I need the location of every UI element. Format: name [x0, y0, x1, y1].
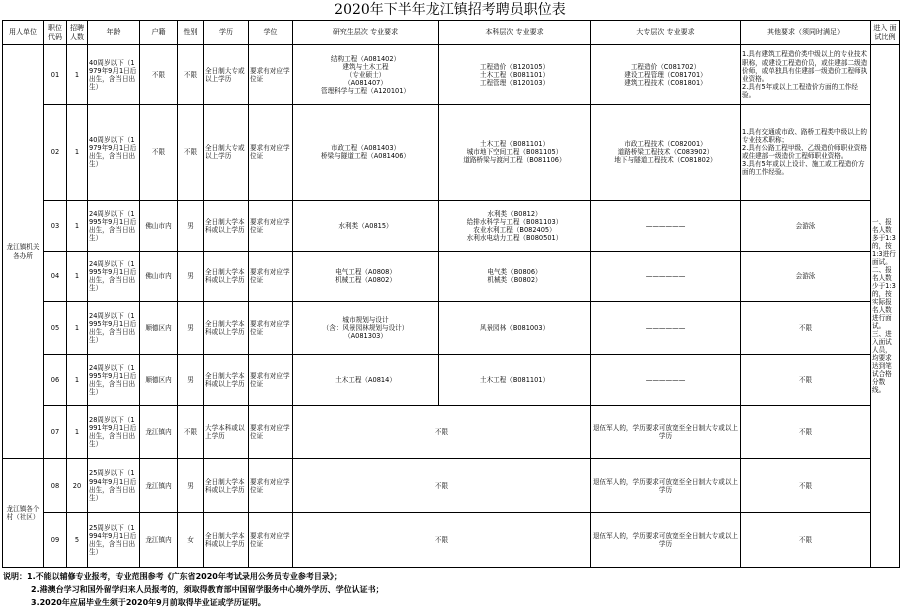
- undergrad-cell: 土木工程（B081101） 城市地下空间工程（B081105） 道路桥梁与渡河工程（B081106）: [439, 104, 591, 200]
- table-row: [3, 251, 900, 302]
- major-merged-cell: 不限: [293, 513, 591, 568]
- postgrad-cell: 电气工程（A0808） 机械工程（A0802）: [293, 251, 439, 302]
- table-row: [3, 458, 900, 513]
- code-cell: 05: [44, 302, 67, 355]
- header-count: 招聘 人数: [67, 21, 88, 45]
- header-ratio: 进入 面试比例: [871, 21, 900, 45]
- gender-cell: 不限: [178, 406, 204, 459]
- hukou-cell: 龙江镇内: [140, 458, 178, 513]
- major-merged-cell: 不限: [293, 406, 591, 459]
- table-row: [3, 104, 900, 200]
- undergrad-cell: 电气类（B0806） 机械类（B0802）: [439, 251, 591, 302]
- other-cell: 会游泳: [741, 200, 871, 251]
- gender-cell: 男: [178, 302, 204, 355]
- other-cell: 不限: [741, 458, 871, 513]
- code-cell: 08: [44, 458, 67, 513]
- postgrad-cell: 结构工程（A081402） 建筑与土木工程 （专业硕士） （A081407） 管理科学与工程（A120101）: [293, 45, 439, 105]
- code-cell: 04: [44, 251, 67, 302]
- gender-cell: 不限: [178, 45, 204, 105]
- undergrad-cell: 风景园林（B081003）: [439, 302, 591, 355]
- header-other: 其他要求（须同时满足）: [741, 21, 871, 45]
- other-cell: 1.具有建筑工程造价类中级以上的专业技术职称，或建设工程造价员，或住建部二级造价师，或单独具有住建部一级造价工程师执业资格。 2.具有5年或以上工程造价方面的工作经验。: [741, 45, 871, 105]
- age-cell: 24周岁以下（1995年9月1日后出生，含当日出生）: [88, 354, 140, 406]
- age-cell: 25周岁以下（1994年9月1日后出生，含当日出生）: [88, 458, 140, 513]
- notes-lead: 说明：: [3, 572, 27, 581]
- college-cell: 退伍军人的，学历要求可放宽至全日制大专或以上学历: [591, 458, 741, 513]
- table-row: [3, 302, 900, 355]
- ratio-cell: 一、报名人数多于1:3的，按1:3进行面试。 二、报名人数少于1:3的，按实际报名人数进行面试。 三、进入面试人员，均要求达到笔试合格分数线。: [871, 45, 900, 568]
- hukou-cell: 顺德区内: [140, 354, 178, 406]
- unit-cell: 龙江镇机关各办所: [3, 45, 44, 458]
- age-cell: 25周岁以下（1994年9月1日后出生，含当日出生）: [88, 513, 140, 568]
- code-cell: 06: [44, 354, 67, 406]
- degree-cell: 要求有对应学位证: [249, 354, 293, 406]
- count-cell: 1: [67, 406, 88, 459]
- header-education: 学历: [204, 21, 249, 45]
- college-cell: 工程造价（C081702） 建设工程管理（C081701） 建筑工程技术（C081801）: [591, 45, 741, 105]
- count-cell: 1: [67, 45, 88, 105]
- degree-cell: 要求有对应学位证: [249, 406, 293, 459]
- degree-cell: 要求有对应学位证: [249, 302, 293, 355]
- page-title: 2020年下半年龙江镇招考聘员职位表: [334, 2, 566, 18]
- education-cell: 大学本科或以上学历: [204, 406, 249, 459]
- table-row: [3, 200, 900, 251]
- education-cell: 全日制大专或以上学历: [204, 45, 249, 105]
- table-row: [3, 45, 900, 105]
- unit-cell: 龙江镇各个村（社区）: [3, 458, 44, 567]
- count-cell: 20: [67, 458, 88, 513]
- hukou-cell: 佛山市内: [140, 200, 178, 251]
- age-cell: 40周岁以下（1979年9月1日后出生，含当日出生）: [88, 104, 140, 200]
- count-cell: 5: [67, 513, 88, 568]
- undergrad-cell: 工程造价（B120105） 土木工程（B081101） 工程管理（B120103）: [439, 45, 591, 105]
- college-cell: ——————: [591, 354, 741, 406]
- count-cell: 1: [67, 354, 88, 406]
- college-cell: 退伍军人的，学历要求可放宽至全日制大专或以上学历: [591, 406, 741, 459]
- note-2: 2.港澳台学习和国外留学归来人员报考的，须取得教育部中国留学服务中心境外学历、学位认证书；: [31, 585, 384, 594]
- age-cell: 24周岁以下（1995年9月1日后出生，含当日出生）: [88, 251, 140, 302]
- education-cell: 全日制大学本科或以上学历: [204, 302, 249, 355]
- education-cell: 全日制大专或以上学历: [204, 104, 249, 200]
- degree-cell: 要求有对应学位证: [249, 458, 293, 513]
- hukou-cell: 佛山市内: [140, 251, 178, 302]
- gender-cell: 男: [178, 251, 204, 302]
- education-cell: 全日制大学本科或以上学历: [204, 200, 249, 251]
- age-cell: 24周岁以下（1995年9月1日后出生，含当日出生）: [88, 302, 140, 355]
- notes: [3, 570, 893, 609]
- table-row: [3, 513, 900, 568]
- degree-cell: 要求有对应学位证: [249, 513, 293, 568]
- degree-cell: 要求有对应学位证: [249, 104, 293, 200]
- college-cell: ——————: [591, 302, 741, 355]
- college-cell: ——————: [591, 251, 741, 302]
- other-cell: 不限: [741, 354, 871, 406]
- table-row: [3, 406, 900, 459]
- header-college: 大专层次 专业要求: [591, 21, 741, 45]
- education-cell: 全日制大学本科或以上学历: [204, 354, 249, 406]
- other-cell: 不限: [741, 302, 871, 355]
- note-3: 3.2020年应届毕业生须于2020年9月前取得毕业证或学历证明。: [31, 598, 266, 607]
- note-1: 1.不能以辅修专业报考，专业范围参考《广东省2020年考试录用公务员专业参考目录》；: [27, 572, 342, 581]
- note-line-2: [3, 583, 893, 596]
- header-row: [3, 21, 900, 45]
- header-code: 职位 代码: [44, 21, 67, 45]
- note-line-1: [3, 570, 893, 583]
- code-cell: 07: [44, 406, 67, 459]
- header-hukou: 户籍: [140, 21, 178, 45]
- count-cell: 1: [67, 104, 88, 200]
- code-cell: 09: [44, 513, 67, 568]
- table-row: [3, 354, 900, 406]
- code-cell: 01: [44, 45, 67, 105]
- postgrad-cell: 土木工程（A0814）: [293, 354, 439, 406]
- education-cell: 全日制大学本科或以上学历: [204, 513, 249, 568]
- header-age: 年龄: [88, 21, 140, 45]
- code-cell: 03: [44, 200, 67, 251]
- hukou-cell: 不限: [140, 104, 178, 200]
- other-cell: 会游泳: [741, 251, 871, 302]
- other-cell: 不限: [741, 513, 871, 568]
- job-table: [2, 20, 900, 568]
- header-undergrad: 本科层次 专业要求: [439, 21, 591, 45]
- hukou-cell: 龙江镇内: [140, 513, 178, 568]
- postgrad-cell: 城市规划与设计 （含：风景园林规划与设计） （A081303）: [293, 302, 439, 355]
- count-cell: 1: [67, 251, 88, 302]
- note-line-3: [3, 596, 893, 609]
- other-cell: 1.具有交通或市政、路桥工程类中级以上的专业技术职称； 2.具有公路工程甲级、乙级造价师职业资格或住建部一级造价工程师职业资格。 3.具有5年或以上设计、施工或工程造价方面的工作经验。: [741, 104, 871, 200]
- degree-cell: 要求有对应学位证: [249, 45, 293, 105]
- hukou-cell: 龙江镇内: [140, 406, 178, 459]
- postgrad-cell: 市政工程（A081403） 桥梁与隧道工程（A081406）: [293, 104, 439, 200]
- gender-cell: 女: [178, 513, 204, 568]
- other-cell: 不限: [741, 406, 871, 459]
- postgrad-cell: 水利类（A0815）: [293, 200, 439, 251]
- age-cell: 40周岁以下（1979年9月1日后出生，含当日出生）: [88, 45, 140, 105]
- header-degree: 学位: [249, 21, 293, 45]
- header-unit: 用人单位: [3, 21, 44, 45]
- age-cell: 28周岁以下（1991年9月1日后出生，含当日出生）: [88, 406, 140, 459]
- undergrad-cell: 水利类（B0812） 给排水科学与工程（B081103） 农业水利工程（B082405） 水利水电动力工程（B080501）: [439, 200, 591, 251]
- header-postgrad: 研究生层次 专业要求: [293, 21, 439, 45]
- college-cell: 退伍军人的，学历要求可放宽至全日制大专或以上学历: [591, 513, 741, 568]
- undergrad-cell: 土木工程（B081101）: [439, 354, 591, 406]
- degree-cell: 要求有对应学位证: [249, 200, 293, 251]
- hukou-cell: 不限: [140, 45, 178, 105]
- count-cell: 1: [67, 302, 88, 355]
- gender-cell: 男: [178, 354, 204, 406]
- hukou-cell: 顺德区内: [140, 302, 178, 355]
- education-cell: 全日制大学本科或以上学历: [204, 251, 249, 302]
- count-cell: 1: [67, 200, 88, 251]
- college-cell: ——————: [591, 200, 741, 251]
- college-cell: 市政工程技术（C082001） 道路桥梁工程技术（C083902） 地下与隧道工程技术（C081802）: [591, 104, 741, 200]
- gender-cell: 男: [178, 458, 204, 513]
- gender-cell: 不限: [178, 104, 204, 200]
- gender-cell: 男: [178, 200, 204, 251]
- header-gender: 性别: [178, 21, 204, 45]
- degree-cell: 要求有对应学位证: [249, 251, 293, 302]
- age-cell: 24周岁以下（1995年9月1日后出生，含当日出生）: [88, 200, 140, 251]
- major-merged-cell: 不限: [293, 458, 591, 513]
- education-cell: 全日制大学本科或以上学历: [204, 458, 249, 513]
- code-cell: 02: [44, 104, 67, 200]
